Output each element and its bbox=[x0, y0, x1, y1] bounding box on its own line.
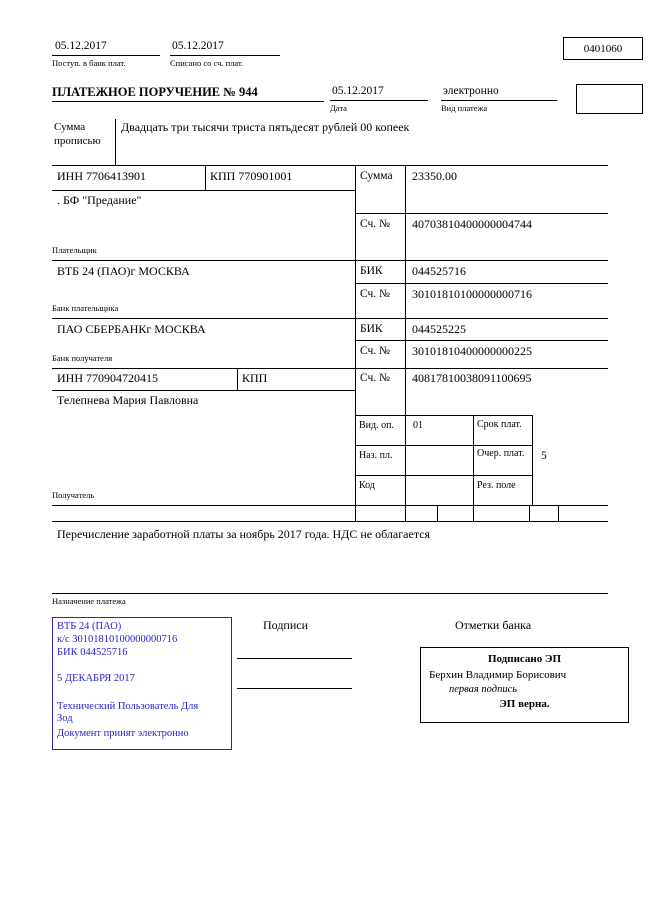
table-line bbox=[558, 505, 559, 521]
signature-line bbox=[237, 688, 352, 689]
document-title: ПЛАТЕЖНОЕ ПОРУЧЕНИЕ № 944 bbox=[52, 85, 258, 99]
debited-date-line bbox=[170, 55, 280, 56]
ocher-plat-value: 5 bbox=[541, 450, 547, 462]
table-line bbox=[355, 475, 532, 476]
payee-inn: ИНН 770904720415 bbox=[57, 371, 158, 385]
table-line bbox=[52, 368, 608, 369]
vid-op-label: Вид. оп. bbox=[359, 420, 394, 431]
payer-name: . БФ "Предание" bbox=[57, 193, 142, 207]
amount-words-label-1: Сумма bbox=[54, 121, 86, 133]
payer-inn: ИНН 7706413901 bbox=[57, 169, 146, 183]
stamp-date: 5 ДЕКАБРЯ 2017 bbox=[57, 673, 135, 684]
document-date-label: Дата bbox=[330, 103, 347, 113]
table-line bbox=[437, 505, 438, 521]
table-line bbox=[355, 340, 608, 341]
signed-ep-label: Подписано ЭП bbox=[487, 653, 562, 665]
payee-kpp-label: КПП bbox=[242, 371, 268, 385]
table-line bbox=[52, 165, 608, 166]
vid-op-value: 01 bbox=[413, 420, 423, 431]
table-line bbox=[405, 505, 406, 521]
status-code-box bbox=[576, 84, 643, 114]
payee-bank-name: ПАО СБЕРБАНКг МОСКВА bbox=[57, 322, 206, 336]
table-line bbox=[355, 415, 532, 416]
payer-kpp: КПП 770901001 bbox=[210, 169, 293, 183]
purpose-line bbox=[52, 593, 608, 594]
table-line bbox=[473, 415, 474, 505]
payee-bank-account: 30101810400000000225 bbox=[412, 344, 532, 358]
bank-acceptance-stamp bbox=[52, 617, 232, 750]
payer-label: Плательщик bbox=[52, 245, 97, 255]
payee-bank-label: Банк получателя bbox=[52, 353, 113, 363]
title-line bbox=[52, 101, 324, 102]
signature-stamp bbox=[420, 647, 629, 723]
ocher-plat-label: Очер. плат. bbox=[477, 448, 525, 459]
stamp-bik: БИК 044525716 bbox=[57, 647, 128, 658]
srok-plat-label: Срок плат. bbox=[477, 419, 522, 430]
bank-marks-header: Отметки банка bbox=[455, 618, 532, 632]
document-date: 05.12.2017 bbox=[332, 85, 384, 97]
amount-value: 23350.00 bbox=[412, 169, 457, 183]
signer-name: Берхин Владимир Борисович bbox=[429, 669, 567, 681]
signatures-header: Подписи bbox=[263, 618, 309, 632]
table-line bbox=[355, 165, 356, 521]
payer-account: 40703810400000004744 bbox=[412, 217, 532, 231]
table-line bbox=[355, 213, 608, 214]
payer-bank-account: 30101810100000000716 bbox=[412, 287, 532, 301]
payer-bank-account-label: Сч. № bbox=[360, 288, 391, 300]
table-line bbox=[473, 505, 474, 521]
payee-bank-account-label: Сч. № bbox=[360, 345, 391, 357]
table-line bbox=[52, 521, 608, 522]
table-line bbox=[52, 260, 608, 261]
kod-label: Код bbox=[359, 480, 375, 491]
amount-words-label-2: прописью bbox=[54, 135, 101, 147]
payment-type-label: Вид платежа bbox=[441, 103, 488, 113]
table-line bbox=[405, 165, 406, 505]
stamp-corr-account: к/с 30101810100000000716 bbox=[57, 634, 178, 645]
table-line bbox=[532, 415, 533, 505]
table-line bbox=[237, 368, 238, 390]
debited-date-label: Списано со сч. плат. bbox=[170, 58, 244, 68]
payment-type-line bbox=[441, 100, 557, 101]
payer-account-label: Сч. № bbox=[360, 218, 391, 230]
payer-bank-bik: 044525716 bbox=[412, 264, 466, 278]
table-line bbox=[355, 283, 608, 284]
table-line bbox=[52, 390, 355, 391]
purpose-label: Назначение платежа bbox=[52, 596, 126, 606]
table-line bbox=[52, 505, 608, 506]
document-date-line bbox=[330, 100, 428, 101]
table-line bbox=[205, 165, 206, 190]
rez-pole-label: Рез. поле bbox=[477, 480, 516, 491]
signature-line bbox=[237, 658, 352, 659]
payer-bank-label: Банк плательщика bbox=[52, 303, 119, 313]
payee-account-label: Сч. № bbox=[360, 372, 391, 384]
form-code-box: 0401060 bbox=[563, 37, 643, 60]
received-date: 05.12.2017 bbox=[55, 40, 107, 52]
naz-pl-label: Наз. пл. bbox=[359, 450, 393, 461]
debited-date: 05.12.2017 bbox=[172, 40, 224, 52]
payee-bank-bik-label: БИК bbox=[360, 323, 383, 335]
ep-valid-label: ЭП верна. bbox=[499, 698, 550, 710]
payer-bank-bik-label: БИК bbox=[360, 265, 383, 277]
table-line bbox=[355, 445, 532, 446]
payee-bank-bik: 044525225 bbox=[412, 322, 466, 336]
amount-label: Сумма bbox=[360, 170, 393, 182]
payee-name: Телепнева Мария Павловна bbox=[57, 393, 199, 407]
payer-bank-name: ВТБ 24 (ПАО)г МОСКВА bbox=[57, 264, 190, 278]
stamp-bank-name: ВТБ 24 (ПАО) bbox=[57, 621, 122, 632]
table-line bbox=[52, 190, 355, 191]
amount-words-divider bbox=[115, 119, 116, 165]
purpose-text: Перечисление заработной платы за ноябрь 2017 года. НДС не облагается bbox=[57, 527, 431, 541]
table-line bbox=[529, 505, 530, 521]
received-date-label: Поступ. в банк плат. bbox=[52, 58, 126, 68]
payee-account: 40817810038091100695 bbox=[412, 371, 532, 385]
payee-label: Получатель bbox=[52, 490, 95, 500]
amount-words-value: Двадцать три тысячи триста пятьдесят рублей 00 копеек bbox=[121, 120, 410, 134]
payment-type: электронно bbox=[443, 85, 499, 97]
stamp-accepted: Документ принят электронно bbox=[57, 728, 189, 739]
received-date-line bbox=[52, 55, 160, 56]
stamp-user: Технический Пользователь Для Зод bbox=[57, 701, 199, 725]
table-line bbox=[52, 318, 608, 319]
first-signature-label: первая подпись bbox=[449, 684, 518, 695]
